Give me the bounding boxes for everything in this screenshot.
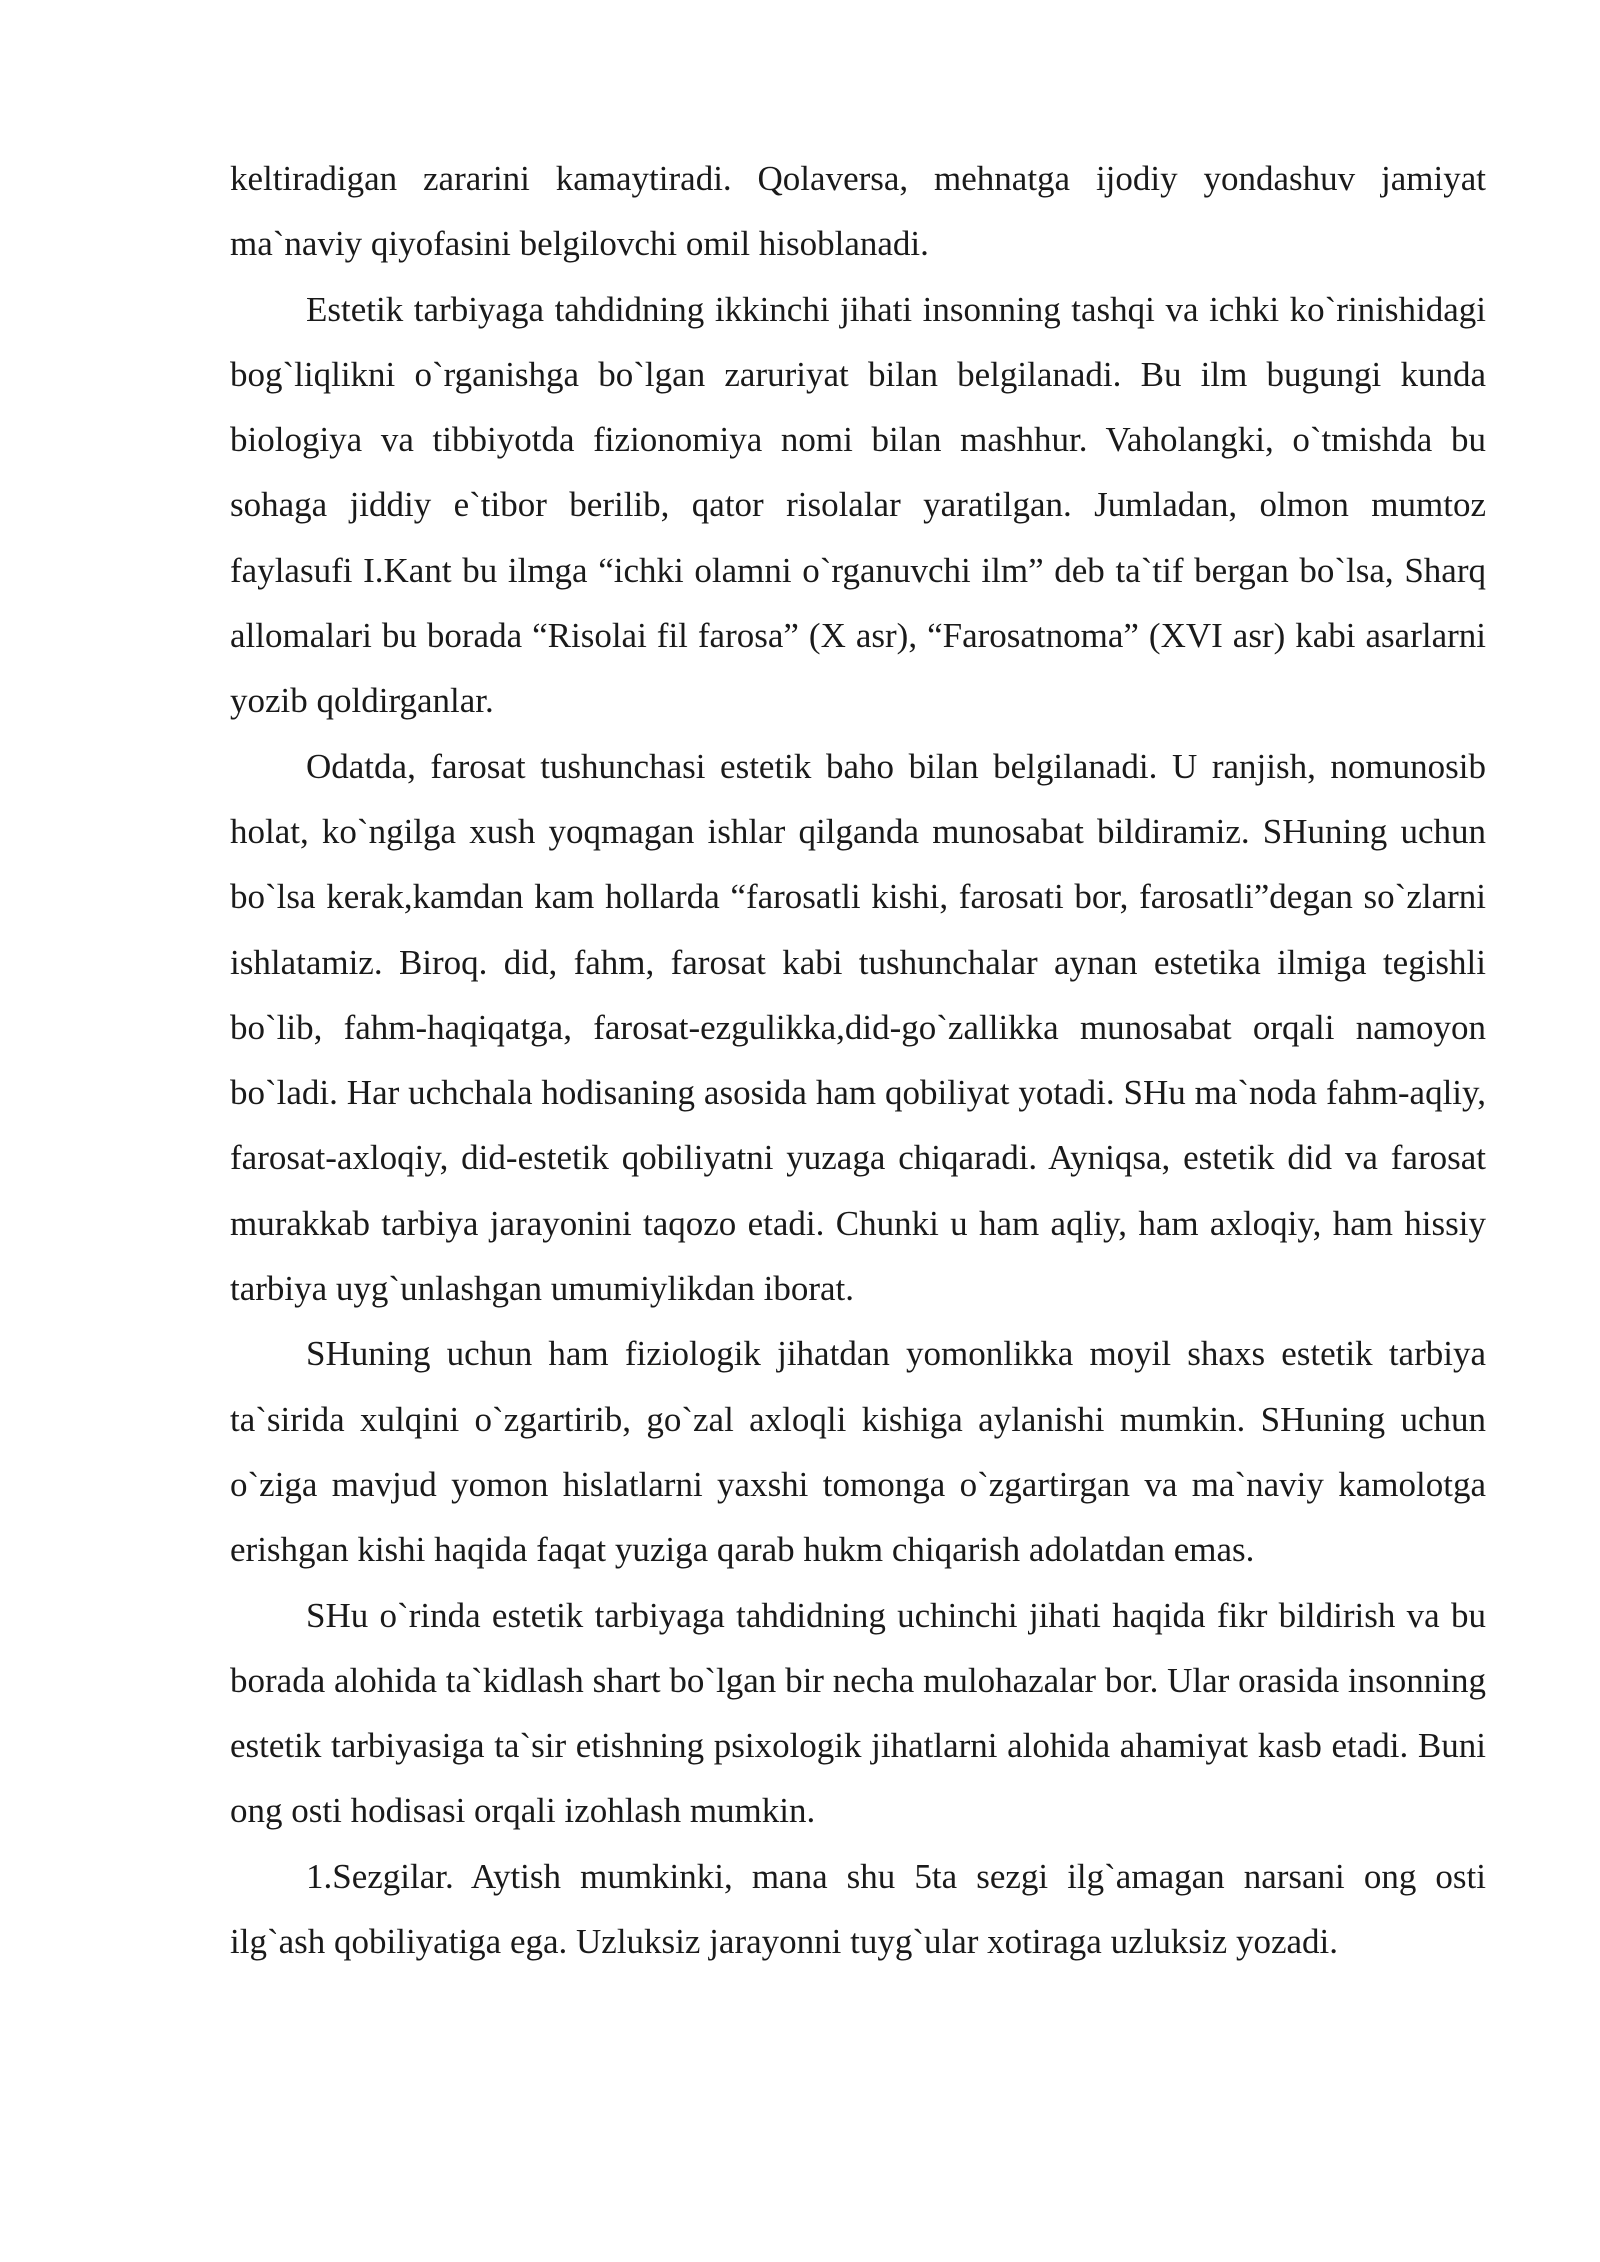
paragraph-5: SHu o`rinda estetik tarbiyaga tahdidning uchinchi jihati haqida fikr bildirish va bu borada alohida ta`kidlash shart bo`lgan bir necha mulohazalar bor. Ular orasida insonning estetik tarbiyasiga ta`sir etishning psixologik jihatlarni alohida ahamiyat kasb etadi. Buni ong osti hodisasi orqali izohlash mumkin. — [230, 1595, 1486, 1831]
paragraph-4: SHuning uchun ham fiziologik jihatdan yomonlikka moyil shaxs estetik tarbiya ta`sirida xulqini o`zgartirib, go`zal axloqli kishiga aylanishi mumkin. SHuning uchun o`ziga mavjud yomon hislatlarni yaxshi tomonga o`zgartirgan va ma`naviy kamolotga erishgan kishi haqida faqat yuziga qarab hukm chiqarish adolatdan emas. — [230, 1334, 1486, 1570]
paragraph-3: Odatda, farosat tushunchasi estetik baho bilan belgilanadi. U ranjish, nomunosib holat, ko`ngilga xush yoqmagan ishlar qilganda munosabat bildiramiz. SHuning uchun bo`lsa kerak,kamdan kam hollarda “farosatli kishi, farosati bor, farosatli”degan so`zlarni ishlatamiz. Biroq. did, fahm, farosat kabi tushunchalar aynan estetika ilmiga tegishli bo`lib, fahm-haqiqatga, farosat-ezgulikka,did-go`zallikka munosabat orqali namoyon bo`ladi. Har uchchala hodisaning asosida ham qobiliyat yotadi. SHu ma`noda fahm-aqliy, farosat-axloqiy, did-estetik qobiliyatni yuzaga chiqaradi. Ayniqsa, estetik did va farosat murakkab tarbiya jarayonini taqozo etadi. Chunki u ham aqliy, ham axloqiy, ham hissiy tarbiya uyg`unlashgan umumiylikdan iborat. — [230, 746, 1486, 1309]
paragraph-6: 1.Sezgilar. Aytish mumkinki, mana shu 5ta sezgi ilg`amagan narsani ong osti ilg`ash qobiliyatiga ega. Uzluksiz jarayonni tuyg`ular xotiraga uzluksiz yozadi. — [230, 1856, 1486, 1962]
paragraph-2: Estetik tarbiyaga tahdidning ikkinchi jihati insonning tashqi va ichki ko`rinishidagi bog`liqlikni o`rganishga bo`lgan zaruriyat bilan belgilanadi. Bu ilm bugungi kunda biologiya va tibbiyotda fizionomiya nomi bilan mashhur. Vaholangki, o`tmishda bu sohaga jiddiy e`tibor berilib, qator risolalar yaratilgan. Jumladan, olmon mumtoz faylasufi I.Kant bu ilmga “ichki olamni o`rganuvchi ilm” deb ta`tif bergan bo`lsa, Sharq allomalari bu borada “Risolai fil farosa” (X asr), “Farosatnoma” (XVI asr) kabi asarlarni yozib qoldirganlar. — [230, 289, 1486, 721]
paragraph-1: keltiradigan zararini kamaytiradi. Qolaversa, mehnatga ijodiy yondashuv jamiyat ma`naviy qiyofasini belgilovchi omil hisoblanadi. — [230, 159, 1486, 264]
document-page — [230, 146, 1486, 1974]
